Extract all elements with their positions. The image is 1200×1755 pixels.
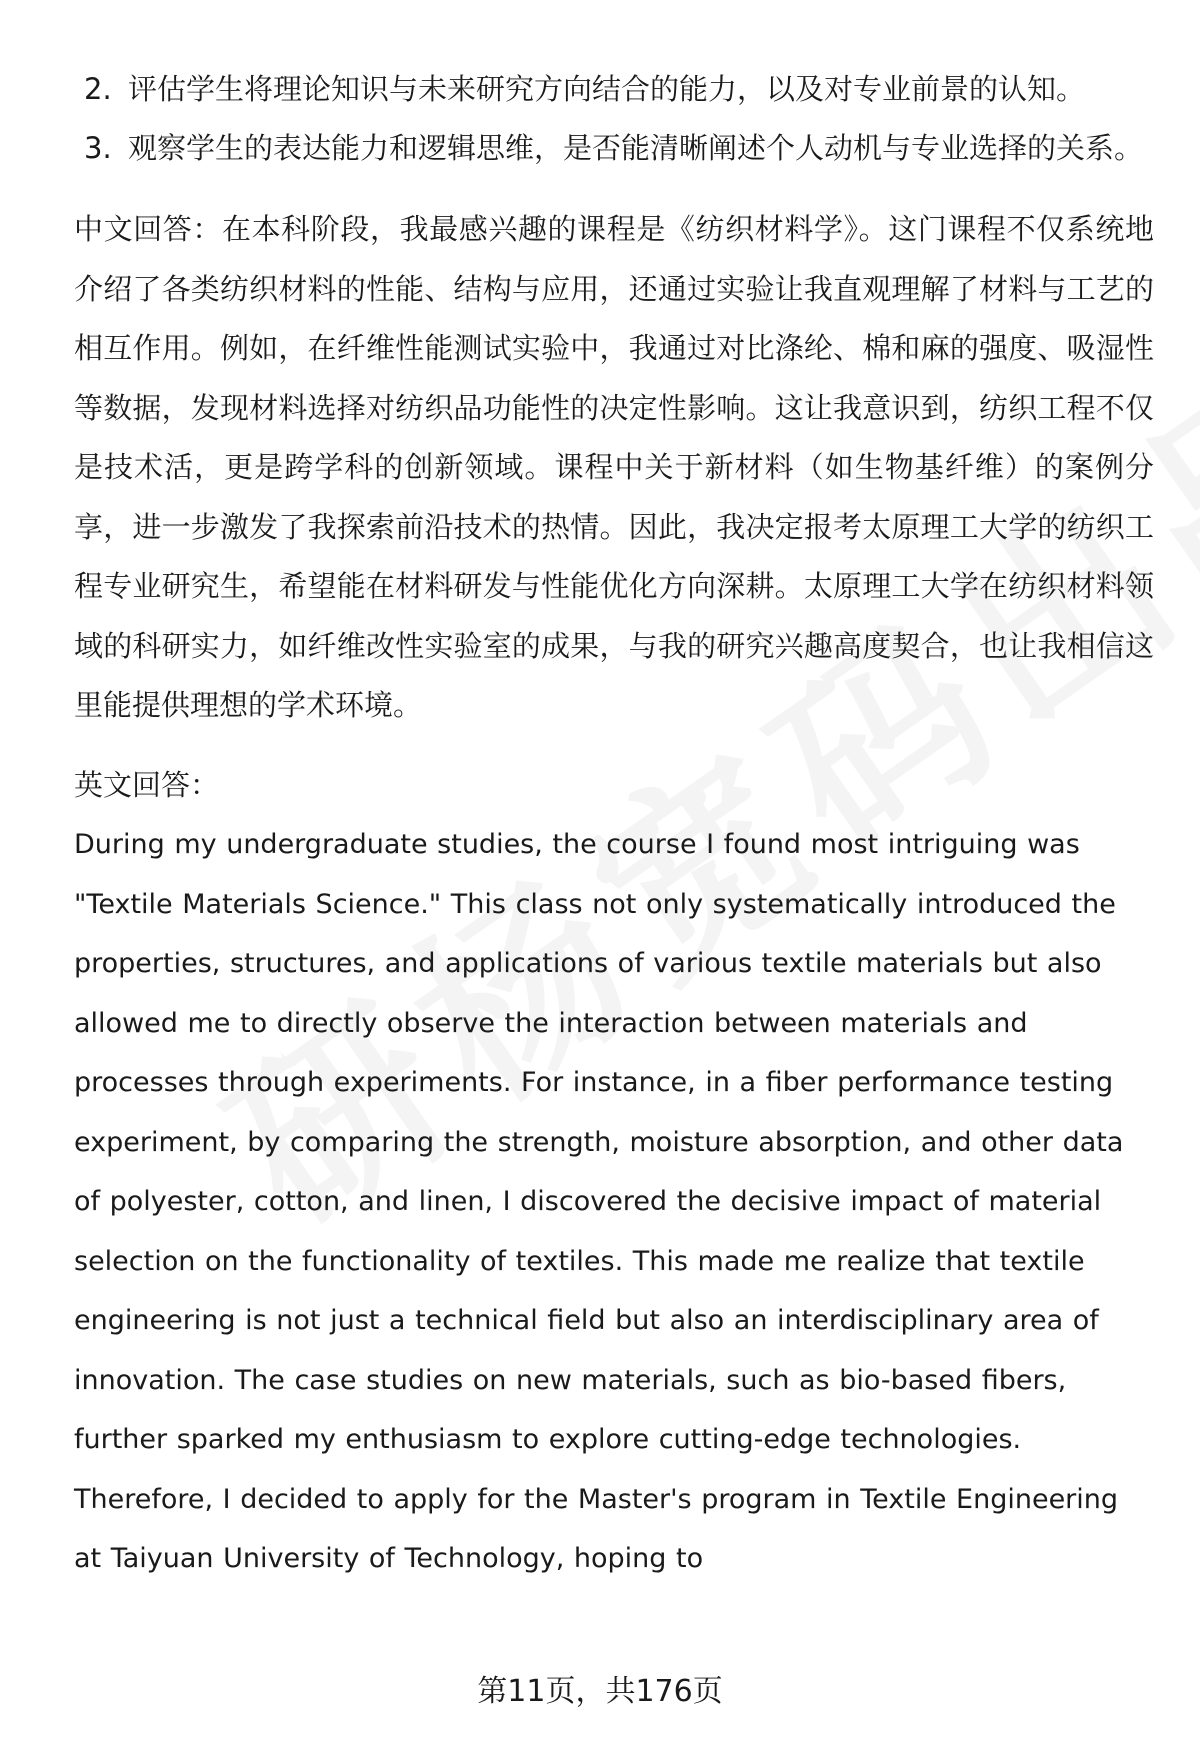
english-answer-text: During my undergraduate studies, the course I found most intriguing was "Textile Materials Science." This class not only systematically introduced the properties, structures, and applications of various textile materials but also allowed me to directly observe the interaction between materials and processes through experiments. For instance, in a fiber performance testing experiment, by comparing the strength, moisture absorption, and other data of polyester, cotton, and linen, I discovered the decisive impact of material selection on the functionality of textiles. This made me realize that textile engineering is not just a technical field but also an interdisciplinary area of innovation. The case studies on new materials, such as bio-based fibers, further sparked my enthusiasm to explore cutting-edge technologies. Therefore, I decided to apply for the Master's program in Textile Engineering at Taiyuan University of Technology, hoping to	[74, 829, 1124, 1574]
list-item	[74, 119, 1154, 178]
chinese-answer	[74, 200, 1154, 736]
list-item-number: 3.	[84, 131, 112, 165]
numbered-list	[74, 60, 1154, 178]
page-content	[74, 60, 1154, 1589]
english-answer-label: 英文回答：	[74, 767, 220, 802]
chinese-answer-text: 在本科阶段，我最感兴趣的课程是《纺织材料学》。这门课程不仅系统地介绍了各类纺织材料的性能、结构与应用，还通过实验让我直观理解了材料与工艺的相互作用。例如，在纤维性能测试实验中，我通过对比涤纶、棉和麻的强度、吸湿性等数据，发现材料选择对纺织品功能性的决定性影响。这让我意识到，纺织工程不仅是技术活，更是跨学科的创新领域。课程中关于新材料（如生物基纤维）的案例分享，进一步激发了我探索前沿技术的热情。因此，我决定报考太原理工大学的纺织工程专业研究生，希望能在材料研发与性能优化方向深耕。太原理工大学在纺织材料领域的科研实力，如纤维改性实验室的成果，与我的研究兴趣高度契合，也让我相信这里能提供理想的学术环境。	[74, 212, 1154, 722]
page-footer: 第11页，共176页	[477, 1674, 723, 1709]
list-item	[74, 60, 1154, 119]
list-item-text: 观察学生的表达能力和逻辑思维，是否能清晰阐述个人动机与专业选择的关系。	[128, 131, 1144, 165]
chinese-answer-label: 中文回答：	[74, 212, 222, 246]
list-item-text: 评估学生将理论知识与未来研究方向结合的能力，以及对专业前景的认知。	[128, 72, 1086, 106]
list-item-number: 2.	[84, 72, 112, 106]
